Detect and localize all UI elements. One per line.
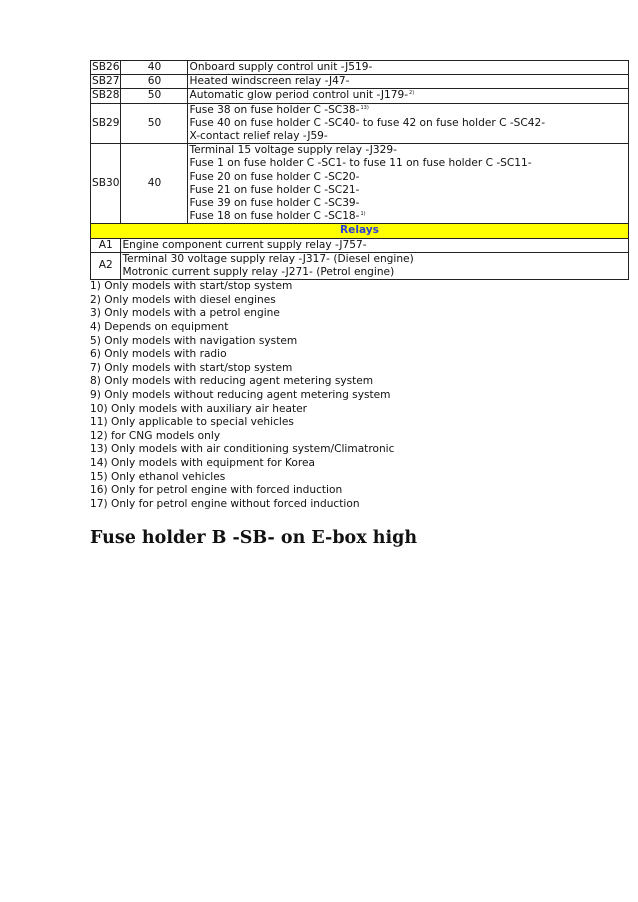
fuse-ampere: 40 xyxy=(121,144,188,224)
fuse-description-line: Onboard supply control unit -J519- xyxy=(189,61,373,73)
relay-id: A2 xyxy=(91,252,121,279)
section-title: Fuse holder B -SB- on E-box high xyxy=(90,528,418,549)
relay-description xyxy=(121,252,629,279)
footnote: 4) Depends on equipment xyxy=(90,321,229,334)
fuse-description-line: Fuse 18 on fuse holder C -SC18-$^{1)}$ xyxy=(189,210,366,223)
fuse-row xyxy=(91,75,629,89)
fuse-description-line: Heated windscreen relay -J47- xyxy=(189,75,350,88)
fuse-id: SB26 xyxy=(92,61,120,73)
fuse-id: SB30 xyxy=(91,144,121,224)
footnote: 11) Only applicable to special vehicles xyxy=(90,416,294,429)
fuse-description xyxy=(188,103,629,144)
relay-description-line: Terminal 30 voltage supply relay -J317- (Diesel engine) xyxy=(122,252,414,265)
fuse-ampere: 40 xyxy=(121,61,188,75)
fuse-description xyxy=(188,89,629,103)
footnote: 1) Only models with start/stop system xyxy=(90,280,293,293)
footnote: 13) Only models with air conditioning system/Climatronic xyxy=(90,443,395,456)
footnote: 17) Only for petrol engine without forced induction xyxy=(90,497,360,510)
footnote: 15) Only ethanol vehicles xyxy=(90,470,226,483)
fuse-ampere: 50 xyxy=(121,103,188,144)
fuse-description-line: Fuse 40 on fuse holder C -SC40- to fuse 42 on fuse holder C -SC42- xyxy=(189,116,546,129)
footnote: 3) Only models with a petrol engine xyxy=(90,307,280,320)
fuse-id: SB28 xyxy=(92,89,120,102)
fuse-description-line: Fuse 21 on fuse holder C -SC21- xyxy=(189,183,360,196)
fuse-ampere: 60 xyxy=(121,75,188,89)
footnote: 7) Only models with start/stop system xyxy=(90,361,293,374)
fuse-row xyxy=(91,144,629,224)
fuse-table xyxy=(90,60,629,280)
fuse-description-line: Fuse 39 on fuse holder C -SC39- xyxy=(189,197,360,210)
fuse-description xyxy=(188,75,629,89)
footnote: 12) for CNG models only xyxy=(90,429,221,442)
fuse-description-line: X-contact relief relay -J59- xyxy=(189,130,328,143)
fuse-description xyxy=(188,61,629,75)
fuse-description-line: Automatic glow period control unit -J179-$^{2)}$ xyxy=(189,89,415,102)
footnote: 8) Only models with reducing agent metering system xyxy=(90,375,374,388)
relays-heading-row xyxy=(91,224,629,238)
footnote-ref: 2) xyxy=(409,90,415,97)
footnote: 16) Only for petrol engine with forced induction xyxy=(90,484,343,497)
footnote: 2) Only models with diesel engines xyxy=(90,293,276,306)
footnotes xyxy=(90,280,630,511)
document-page xyxy=(90,60,630,548)
fuse-description-line: Terminal 15 voltage supply relay -J329- xyxy=(189,144,397,157)
fuse-description-line: Fuse 20 on fuse holder C -SC20- xyxy=(189,170,360,183)
fuse-ampere: 50 xyxy=(121,89,188,103)
fuse-description xyxy=(188,144,629,224)
fuse-table-body xyxy=(91,61,629,280)
footnote: 9) Only models without reducing agent metering system xyxy=(90,389,391,401)
fuse-row xyxy=(91,103,629,144)
fuse-id: SB27 xyxy=(92,75,120,88)
relay-description-line: Engine component current supply relay -J757- xyxy=(122,238,367,251)
fuse-description-line: Fuse 1 on fuse holder C -SC1- to fuse 11 on fuse holder C -SC11- xyxy=(189,157,532,170)
relay-description-line: Motronic current supply relay -J271- (Petrol engine) xyxy=(122,266,395,279)
relays-heading: Relays xyxy=(91,224,629,238)
footnote-ref: 13) xyxy=(360,104,369,111)
relay-id: A1 xyxy=(91,238,121,252)
footnote: 10) Only models with auxiliary air heater xyxy=(90,402,308,415)
fuse-id: SB29 xyxy=(91,103,121,144)
footnote-ref: 1) xyxy=(360,211,366,218)
fuse-description-line: Fuse 38 on fuse holder C -SC38-$^{13)}$ xyxy=(189,103,369,116)
fuse-row xyxy=(91,61,629,75)
relay-row xyxy=(91,252,629,279)
relay-row xyxy=(91,238,629,252)
footnote: 14) Only models with equipment for Korea xyxy=(90,456,315,469)
footnote: 5) Only models with navigation system xyxy=(90,334,298,347)
footnote: 6) Only models with radio xyxy=(90,348,227,361)
relay-description xyxy=(121,238,629,252)
fuse-row xyxy=(91,89,629,103)
